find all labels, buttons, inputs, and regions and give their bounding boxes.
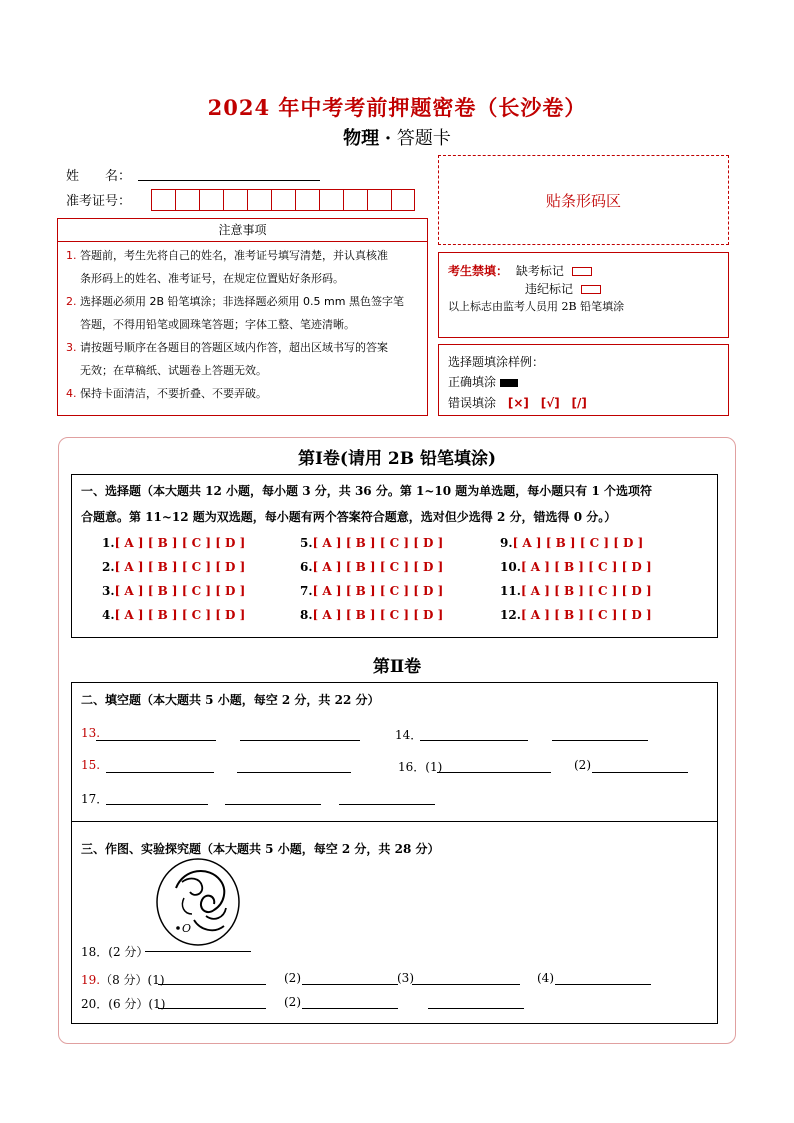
q19-blank-2[interactable] (302, 984, 398, 985)
q19-blank-1[interactable] (158, 984, 266, 985)
q14-blank-2[interactable] (552, 740, 648, 741)
notice-item-number: 3. (66, 341, 77, 354)
q19-blank-3[interactable] (412, 984, 520, 985)
id-digit-box[interactable] (319, 189, 343, 211)
choice-question[interactable] (300, 608, 443, 622)
notice-box (57, 218, 428, 416)
notice-item-text: 答题，不得用铅笔或圆珠笔答题；字体工整、笔迹清晰。 (80, 318, 355, 331)
forbidden-box (438, 252, 729, 338)
q19-score: （8 分）(1) (100, 973, 165, 987)
notice-item-text: 选择题必须用 2B 铅笔填涂；非选择题必须用 0.5 mm 黑色签字笔 (80, 295, 404, 308)
choice-question[interactable] (102, 560, 245, 574)
id-digit-box[interactable] (151, 189, 175, 211)
notice-item-number: 1. (66, 249, 77, 262)
q20-blank-2[interactable] (302, 1008, 398, 1009)
choice-question-number: 3. (102, 584, 115, 598)
notice-item-line (66, 359, 421, 382)
choice-question-number: 7. (300, 584, 313, 598)
q18-label: 18．(2 分） (81, 945, 149, 959)
section-divider (72, 821, 717, 822)
notice-item-text: 答题前，考生先将自己的姓名，准考证号填写清楚，并认真核准 (80, 249, 388, 262)
absent-mark[interactable] (572, 267, 592, 276)
correct-fill-mark (500, 379, 518, 387)
choice-options[interactable]: [ A ] [ B ] [ C ] [ D ] (312, 608, 444, 622)
q13-label: 13. (81, 726, 101, 740)
choice-question-number: 1. (102, 536, 115, 550)
q19-label: 19. (81, 973, 101, 987)
notice-item-text: 条形码上的姓名、准考证号，在规定位置贴好条形码。 (80, 272, 344, 285)
choice-question[interactable] (300, 560, 443, 574)
choice-instruction-line1: 一、选择题（本大题共 12 小题，每小题 3 分，共 36 分。第 1~10 题为单选题，每小题只有 1 个选项符 (81, 484, 652, 498)
choice-question-number: 11. (500, 584, 521, 598)
choice-options[interactable]: [ A ] [ B ] [ C ] [ D ] (114, 536, 246, 550)
q19-label-3: (3) (397, 971, 414, 985)
q19-label-2: (2) (284, 971, 301, 985)
notice-item-text: 保持卡面清洁，不要折叠、不要弄破。 (80, 387, 267, 400)
notice-item-text: 无效；在草稿纸、试题卷上答题无效。 (80, 364, 267, 377)
forbidden-label: 考生禁填： (448, 264, 509, 278)
notice-item-line (66, 244, 421, 267)
absent-label: 缺考标记 (515, 264, 564, 278)
card-label: 答题卡 (396, 128, 451, 149)
q20-label-2: (2) (284, 995, 301, 1009)
wrong-fill-label: 错误填涂 (448, 396, 497, 410)
notice-heading: 注意事项 (58, 219, 427, 242)
fill-heading: 二、填空题（本大题共 5 小题，每空 2 分，共 22 分） (81, 693, 380, 707)
choice-question[interactable] (500, 536, 643, 550)
choice-options[interactable]: [ A ] [ B ] [ C ] [ D ] (114, 560, 246, 574)
id-digit-box[interactable] (367, 189, 391, 211)
notice-item-line (66, 267, 421, 290)
fill-example-heading: 选择题填涂样例： (448, 355, 545, 369)
choice-options[interactable]: [ A ] [ B ] [ C ] [ D ] (114, 584, 246, 598)
q17-blank-2[interactable] (225, 804, 321, 805)
id-digit-box[interactable] (175, 189, 199, 211)
choice-question[interactable] (102, 608, 245, 622)
choice-options[interactable]: [ A ] [ B ] [ C ] [ D ] (520, 584, 652, 598)
choice-options[interactable]: [ A ] [ B ] [ C ] [ D ] (312, 560, 444, 574)
barcode-area (438, 155, 729, 245)
id-digit-box[interactable] (391, 189, 415, 211)
choice-options[interactable]: [ A ] [ B ] [ C ] [ D ] (312, 536, 444, 550)
choice-question[interactable] (500, 608, 652, 622)
q13-blank-2[interactable] (240, 740, 360, 741)
notice-item-number (66, 359, 80, 382)
part1-title: 第Ⅰ卷(请用 2B 铅笔填涂) (297, 449, 497, 469)
q15-blank-1[interactable] (106, 772, 214, 773)
notice-item-text: 请按题号顺序在各题目的答题区域内作答，超出区域书写的答案 (80, 341, 388, 354)
part2-title: 第Ⅱ卷 (372, 657, 422, 677)
figure-point-o (176, 926, 180, 930)
q14-label: 14． (395, 728, 423, 742)
choice-options[interactable]: [ A ] [ B ] [ C ] [ D ] (114, 608, 246, 622)
page-subtitle (0, 124, 794, 150)
q16-blank-1[interactable] (437, 772, 551, 773)
q17-label: 17． (81, 792, 109, 806)
wrong-mark-slash: [/] (571, 396, 587, 410)
q16-label-2: (2) (574, 758, 591, 772)
choice-options[interactable]: [ A ] [ B ] [ C ] [ D ] (520, 560, 652, 574)
choice-question[interactable] (102, 536, 245, 550)
page-title: 2024 年中考考前押题密卷（长沙卷） (207, 95, 587, 120)
figure-scribble-4 (182, 898, 192, 914)
q19-label-4: (4) (537, 971, 554, 985)
id-digit-box[interactable] (223, 189, 247, 211)
choice-question-number: 10. (500, 560, 521, 574)
choice-section (71, 474, 718, 638)
choice-question-number: 6. (300, 560, 313, 574)
id-digit-box[interactable] (343, 189, 367, 211)
choice-question[interactable] (300, 584, 443, 598)
choice-question[interactable] (300, 536, 443, 550)
choice-question[interactable] (500, 560, 652, 574)
q20-blank-1[interactable] (158, 1008, 266, 1009)
q18-figure[interactable] (154, 858, 244, 948)
notice-item-number (66, 313, 80, 336)
id-label: 准考证号： (66, 194, 132, 209)
choice-question-number: 2. (102, 560, 115, 574)
notice-item-line (66, 290, 421, 313)
choice-question[interactable] (102, 584, 245, 598)
name-label: 姓 名： (66, 169, 132, 184)
subtitle-dot: · (384, 128, 392, 149)
name-field[interactable] (138, 180, 320, 181)
notice-item-number: 2. (66, 295, 77, 308)
q20-blank-3[interactable] (428, 1008, 524, 1009)
barcode-label: 贴条形码区 (545, 191, 621, 210)
violation-label: 违纪标记 (525, 282, 574, 296)
q14-blank-1[interactable] (420, 740, 528, 741)
figure-scribble-2 (182, 879, 202, 895)
part2-section (71, 682, 718, 1024)
q18-blank[interactable] (145, 951, 251, 952)
choice-options[interactable]: [ A ] [ B ] [ C ] [ D ] (512, 536, 644, 550)
id-digit-box[interactable] (271, 189, 295, 211)
notice-item-line (66, 313, 421, 336)
choice-question-number: 9. (500, 536, 513, 550)
choice-options[interactable]: [ A ] [ B ] [ C ] [ D ] (312, 584, 444, 598)
q16-label: 16．(1) (398, 760, 443, 774)
choice-question-number: 8. (300, 608, 313, 622)
choice-question-number: 5. (300, 536, 313, 550)
forbidden-note: 以上标志由监考人员用 2B 铅笔填涂 (448, 300, 625, 313)
q13-blank-1[interactable] (96, 740, 216, 741)
violation-mark[interactable] (581, 285, 601, 294)
id-digit-box[interactable] (199, 189, 223, 211)
q17-blank-1[interactable] (106, 804, 208, 805)
notice-list (58, 242, 427, 405)
choice-question-number: 4. (102, 608, 115, 622)
choice-instruction-line2: 合题意。第 11~12 题为双选题，每小题有两个答案符合题意，选对但少选得 2 分，错选得 0 分。） (81, 510, 617, 524)
wrong-mark-check: [√] (540, 396, 560, 410)
choice-options[interactable]: [ A ] [ B ] [ C ] [ D ] (520, 608, 652, 622)
fill-example-box (438, 344, 729, 416)
q16-blank-2[interactable] (592, 772, 688, 773)
notice-item-line (66, 382, 421, 405)
choice-question-number: 12. (500, 608, 521, 622)
exp-heading: 三、作图、实验探究题（本大题共 5 小题，每空 2 分，共 28 分） (81, 842, 440, 856)
q17-blank-3[interactable] (339, 804, 435, 805)
figure-label-o: O (182, 922, 192, 935)
wrong-mark-cross: [×] (507, 396, 529, 410)
q19-blank-4[interactable] (555, 984, 651, 985)
choice-question[interactable] (500, 584, 652, 598)
id-digit-box[interactable] (295, 189, 319, 211)
subject-label: 物理 (343, 128, 380, 149)
q15-label: 15. (81, 758, 101, 772)
q20-label: 20．(6 分）(1) (81, 997, 166, 1011)
notice-item-line (66, 336, 421, 359)
id-digit-box[interactable] (247, 189, 271, 211)
correct-fill-label: 正确填涂 (448, 375, 497, 389)
notice-item-number (66, 267, 80, 290)
id-number-boxes[interactable] (151, 189, 415, 211)
q15-blank-2[interactable] (237, 772, 351, 773)
notice-item-number: 4. (66, 387, 77, 400)
